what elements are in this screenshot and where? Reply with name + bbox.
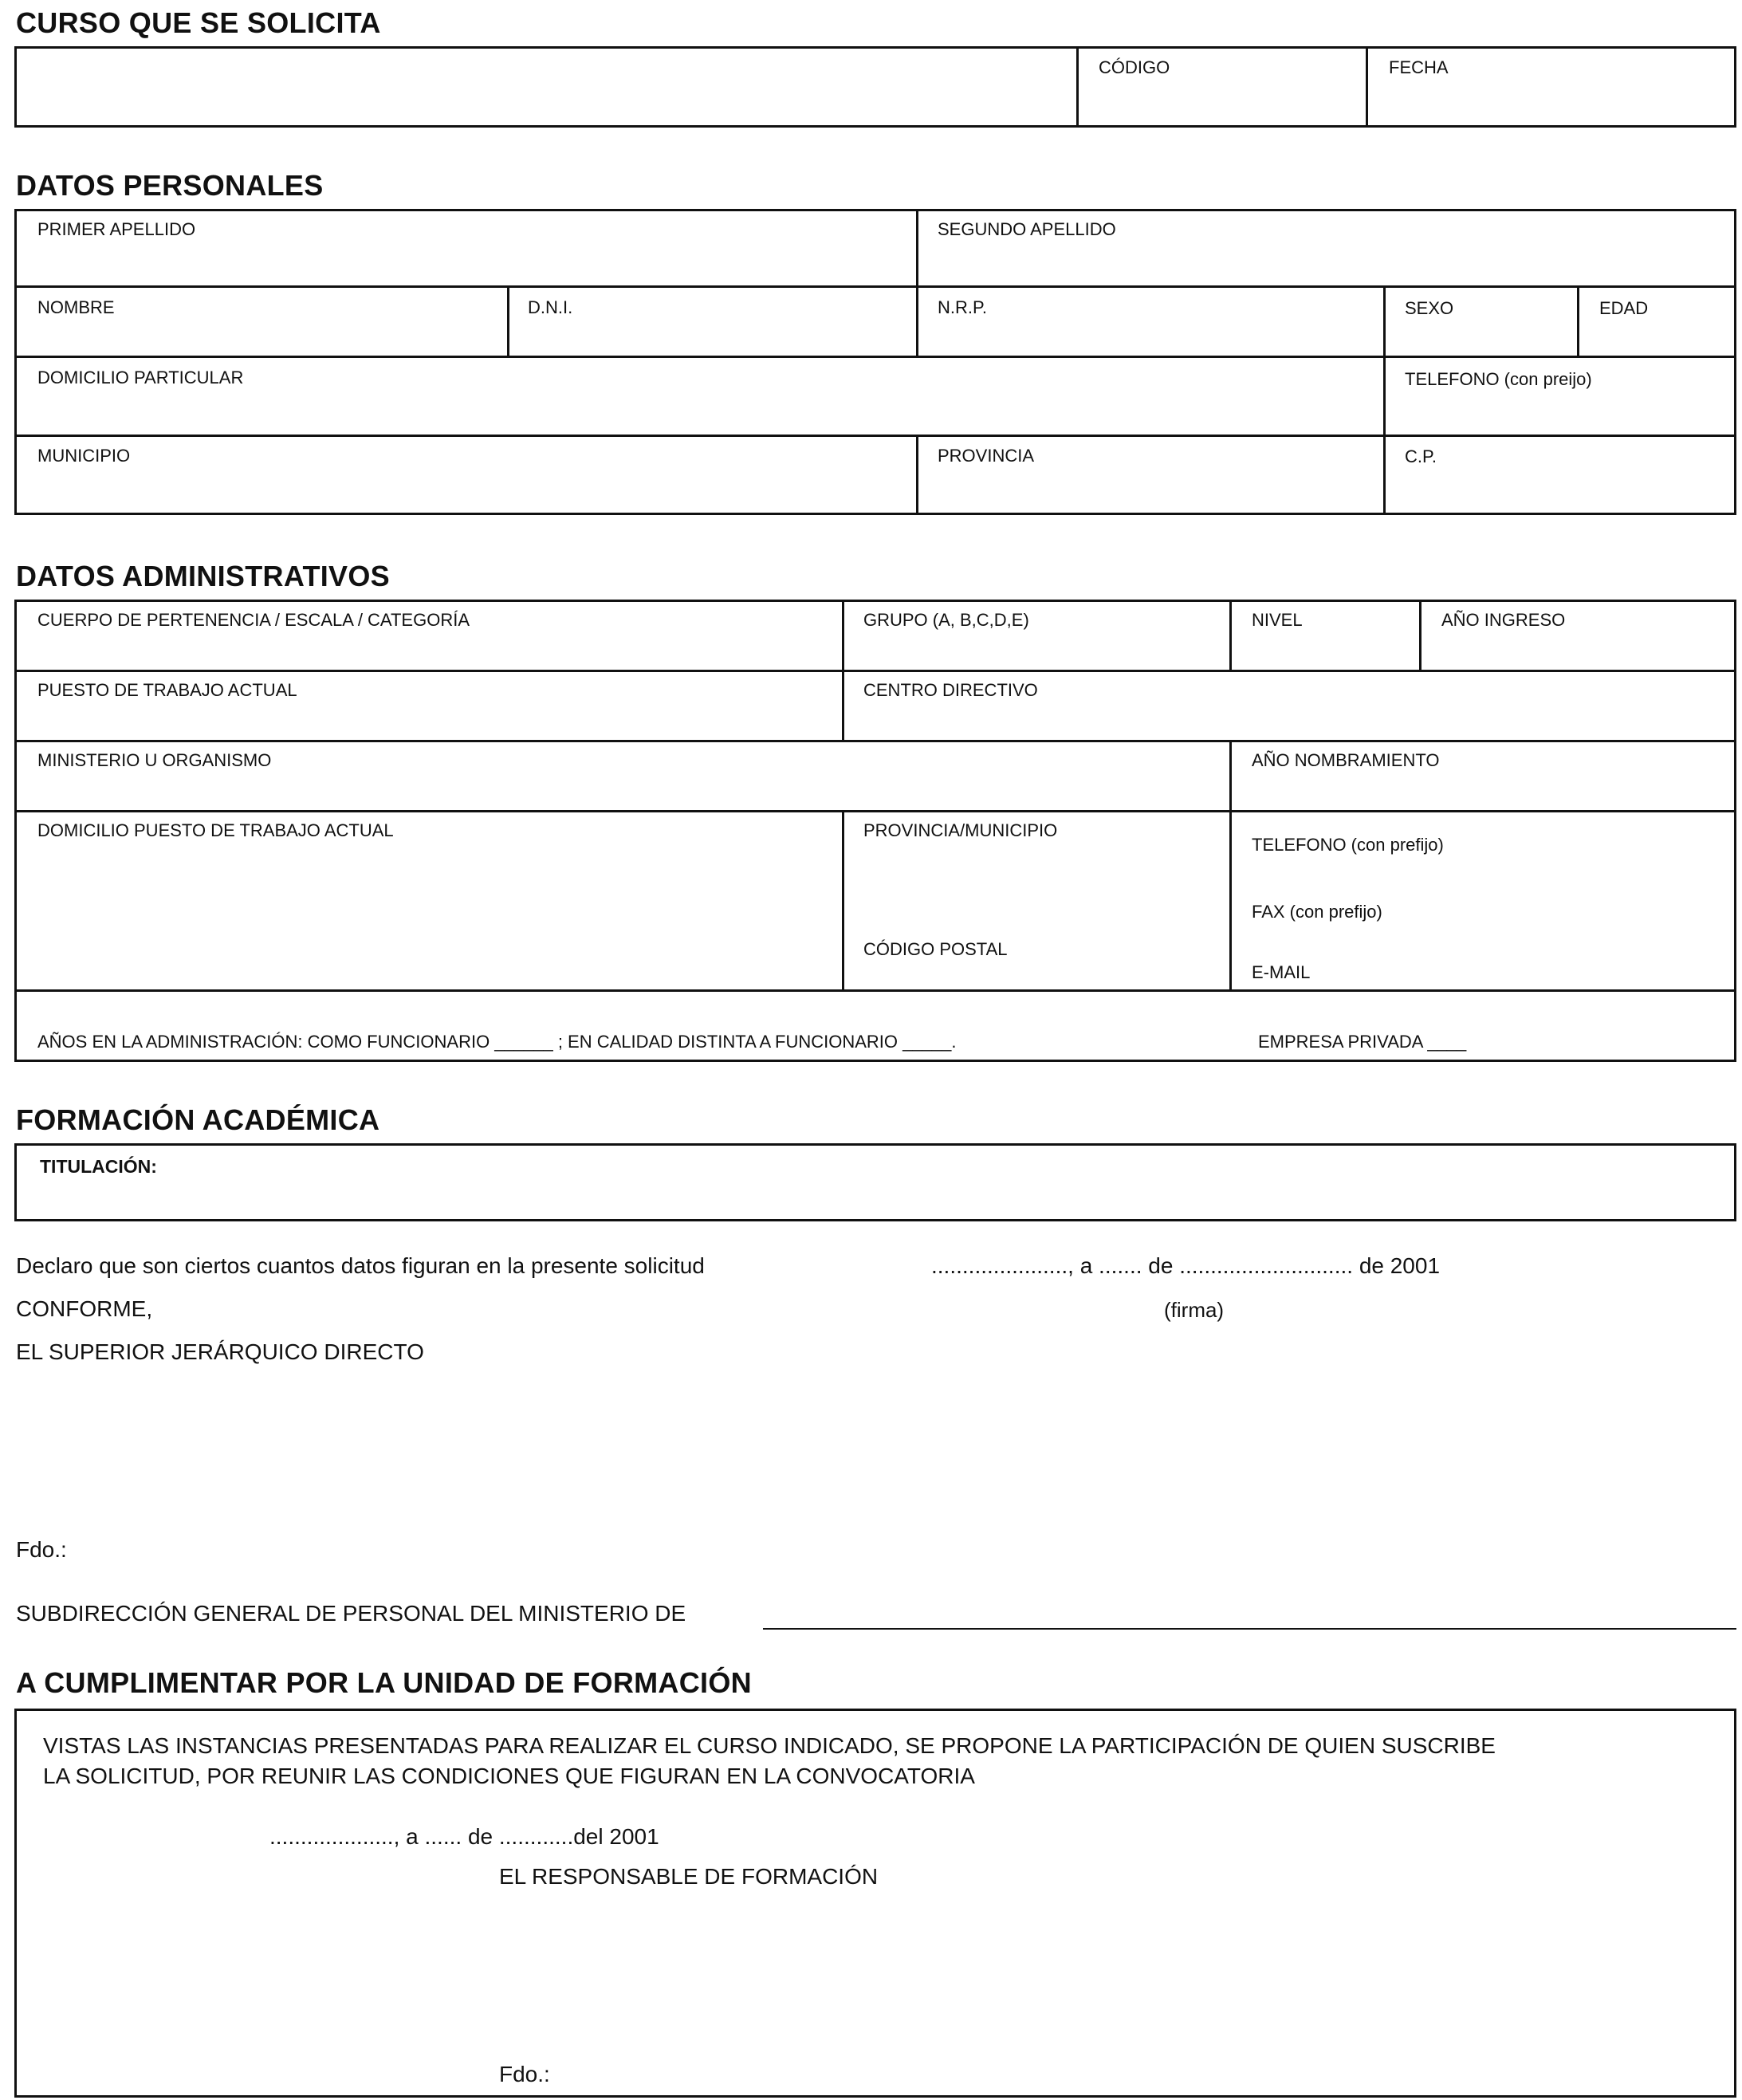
divider — [14, 435, 1736, 437]
puesto-label: PUESTO DE TRABAJO ACTUAL — [37, 680, 297, 700]
divider — [14, 810, 1736, 812]
divider — [1229, 810, 1232, 989]
divider — [1076, 46, 1079, 128]
fax-label: FAX (con prefijo) — [1252, 902, 1382, 922]
divider — [1577, 285, 1579, 356]
divider — [1229, 740, 1232, 810]
divider — [14, 989, 1736, 992]
divider — [14, 356, 1736, 358]
sexo-label: SEXO — [1405, 298, 1454, 318]
vistas-text-line1: VISTAS LAS INSTANCIAS PRESENTADAS PARA REALIZAR EL CURSO INDICADO, SE PROPONE LA PARTICIPACIÓN DE QUIEN SUSCRIBE — [43, 1733, 1496, 1758]
edad-label: EDAD — [1599, 298, 1649, 318]
primer-apellido-label: PRIMER APELLIDO — [37, 219, 196, 239]
ministerio-line[interactable] — [763, 1628, 1736, 1630]
divider — [842, 810, 844, 989]
divider — [14, 285, 1736, 288]
divider — [916, 435, 918, 515]
grupo-label: GRUPO (A, B,C,D,E) — [863, 610, 1029, 630]
fdo-responsable: Fdo.: — [499, 2062, 550, 2086]
divider — [1229, 600, 1232, 670]
superior-text: EL SUPERIOR JERÁRQUICO DIRECTO — [16, 1339, 424, 1364]
codigo-postal-label: CÓDIGO POSTAL — [863, 939, 1008, 959]
section-title-unidad: A CUMPLIMENTAR POR LA UNIDAD DE FORMACIÓN — [16, 1666, 752, 1699]
segundo-apellido-label: SEGUNDO APELLIDO — [938, 219, 1116, 239]
email-label: E-MAIL — [1252, 962, 1311, 982]
divider — [1366, 46, 1368, 128]
anios-administracion-label: AÑOS EN LA ADMINISTRACIÓN: COMO FUNCIONARIO ______ ; EN CALIDAD DISTINTA A FUNCIONARIO _____. — [37, 1032, 957, 1052]
nombre-label: NOMBRE — [37, 297, 115, 317]
telefono-personal-label: TELEFONO (con preijo) — [1405, 369, 1592, 389]
divider — [916, 285, 918, 356]
nivel-label: NIVEL — [1252, 610, 1303, 630]
fdo-superior: Fdo.: — [16, 1537, 67, 1562]
subdireccion-text: SUBDIRECCIÓN GENERAL DE PERSONAL DEL MINISTERIO DE — [16, 1601, 686, 1626]
section-title-curso: CURSO QUE SE SOLICITA — [16, 6, 381, 39]
divider — [1419, 600, 1422, 670]
responsable-text: EL RESPONSABLE DE FORMACIÓN — [499, 1864, 879, 1889]
divider — [14, 740, 1736, 742]
domicilio-puesto-label: DOMICILIO PUESTO DE TRABAJO ACTUAL — [37, 820, 394, 840]
fecha-declaracion: ......................, a ....... de ............................ de 2001 — [931, 1253, 1441, 1278]
telefono-trabajo-label: TELEFONO (con prefijo) — [1252, 835, 1444, 855]
divider — [1383, 285, 1386, 356]
conforme-text: CONFORME, — [16, 1296, 153, 1321]
divider — [1383, 435, 1386, 515]
curso-field[interactable] — [17, 49, 1075, 125]
personales-box — [14, 209, 1736, 515]
nrp-label: N.R.P. — [938, 297, 987, 317]
anio-ingreso-label: AÑO INGRESO — [1441, 610, 1566, 630]
divider — [14, 670, 1736, 672]
provincia-municipio-label: PROVINCIA/MUNICIPIO — [863, 820, 1058, 840]
formacion-box — [14, 1143, 1736, 1221]
section-title-formacion: FORMACIÓN ACADÉMICA — [16, 1103, 380, 1136]
vistas-text-line2: LA SOLICITUD, POR REUNIR LAS CONDICIONES QUE FIGURAN EN LA CONVOCATORIA — [43, 1764, 975, 1788]
centro-directivo-label: CENTRO DIRECTIVO — [863, 680, 1038, 700]
divider — [916, 209, 918, 285]
empresa-privada-label: EMPRESA PRIVADA ____ — [1258, 1032, 1467, 1052]
fecha-label: FECHA — [1389, 57, 1449, 77]
divider — [507, 285, 509, 356]
section-title-administrativos: DATOS ADMINISTRATIVOS — [16, 560, 390, 592]
fecha-unidad: ...................., a ...... de ............del 2001 — [269, 1824, 659, 1849]
anio-nombramiento-label: AÑO NOMBRAMIENTO — [1252, 750, 1440, 770]
section-title-personales: DATOS PERSONALES — [16, 169, 324, 202]
ministerio-label: MINISTERIO U ORGANISMO — [37, 750, 272, 770]
codigo-label: CÓDIGO — [1099, 57, 1170, 77]
divider — [1383, 356, 1386, 435]
cp-label: C.P. — [1405, 446, 1437, 466]
dni-label: D.N.I. — [528, 297, 573, 317]
divider — [842, 600, 844, 740]
firma-text: (firma) — [1164, 1298, 1225, 1322]
declaracion-text: Declaro que son ciertos cuantos datos figuran en la presente solicitud — [16, 1253, 705, 1278]
titulacion-label: TITULACIÓN: — [40, 1156, 157, 1177]
municipio-label: MUNICIPIO — [37, 446, 131, 466]
domicilio-particular-label: DOMICILIO PARTICULAR — [37, 368, 244, 387]
cuerpo-label: CUERPO DE PERTENENCIA / ESCALA / CATEGORÍA — [37, 610, 470, 630]
provincia-label: PROVINCIA — [938, 446, 1035, 466]
